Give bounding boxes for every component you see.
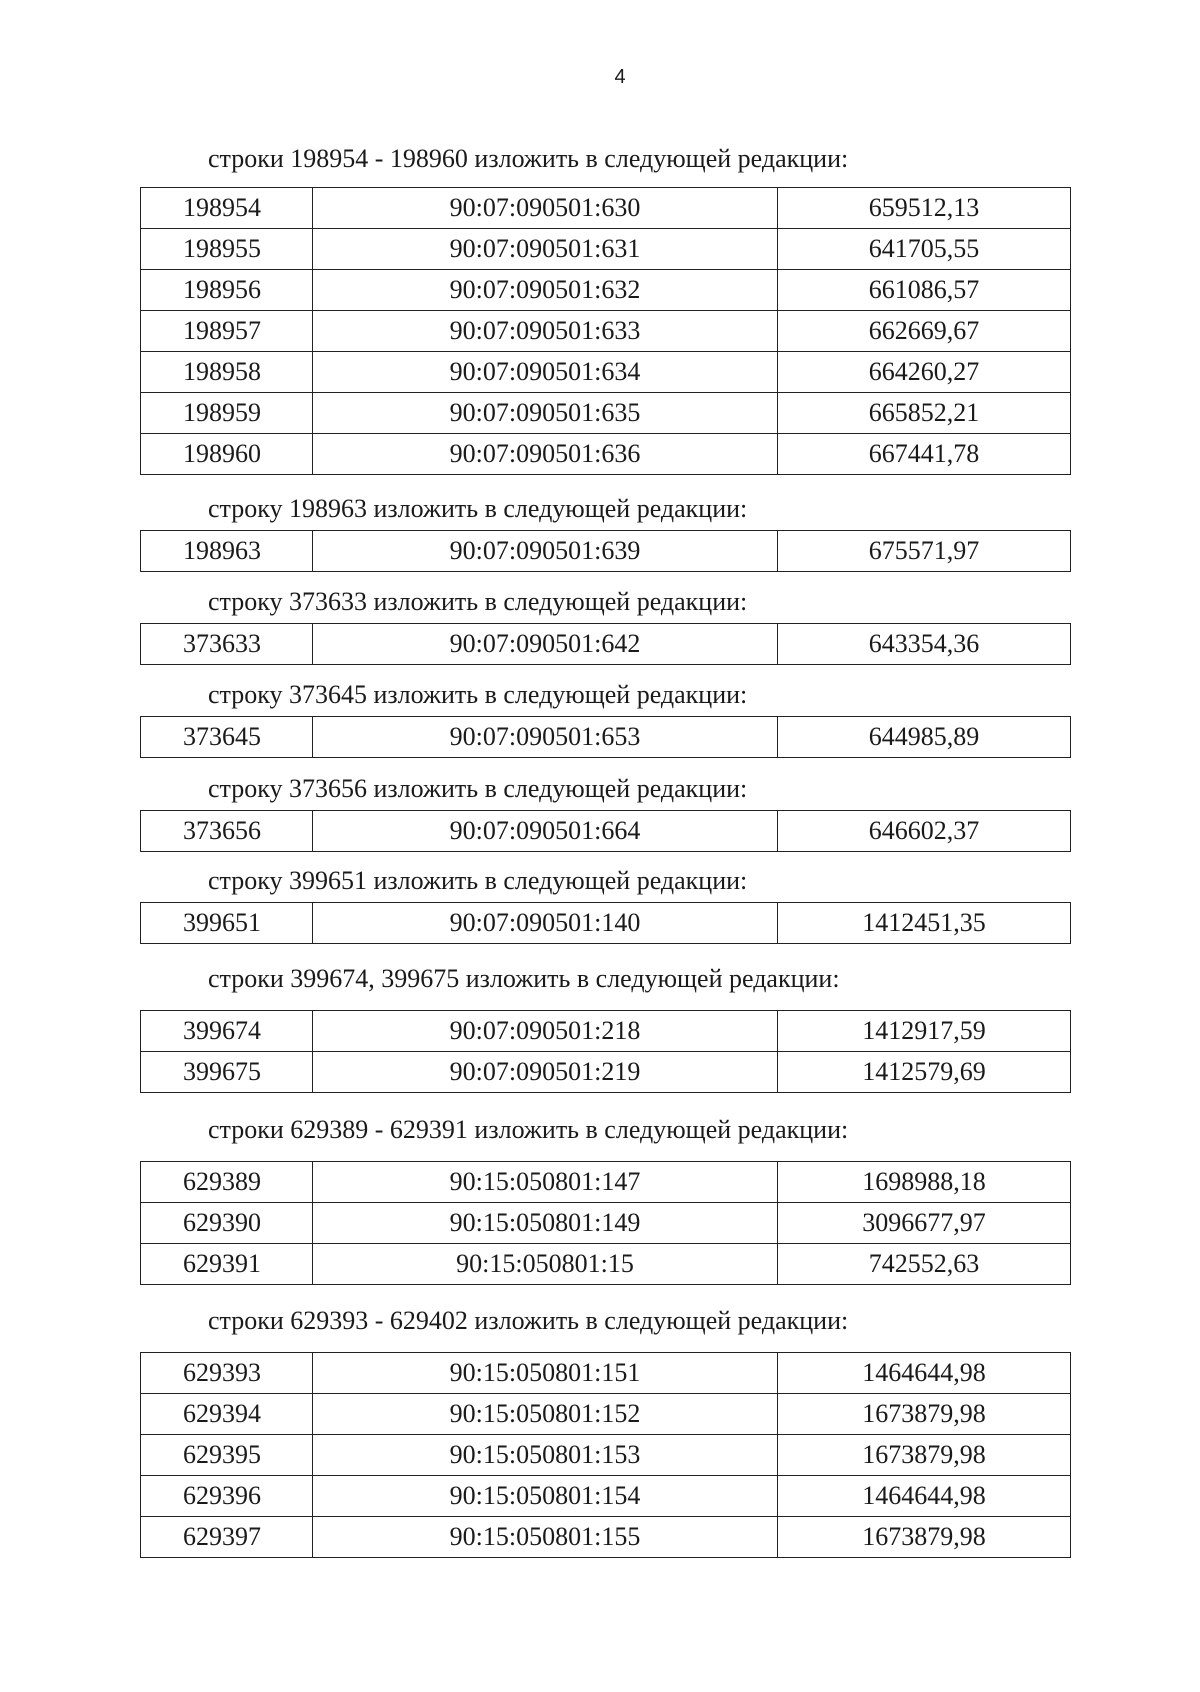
row-number-cell: 198954 [141,188,313,229]
value-cell: 3096677,97 [778,1203,1071,1244]
row-number-cell: 629389 [141,1162,313,1203]
value-cell: 664260,27 [778,352,1071,393]
data-table [140,1352,1071,1558]
table-row [141,1394,1071,1435]
cadastral-number-cell: 90:07:090501:219 [313,1052,778,1093]
value-cell: 643354,36 [778,624,1071,665]
table-row [141,811,1071,852]
cadastral-number-cell: 90:07:090501:634 [313,352,778,393]
section-heading: строку 373656 изложить в следующей редакции: [208,774,748,803]
table-row [141,1244,1071,1285]
cadastral-number-cell: 90:07:090501:653 [313,717,778,758]
table-row [141,624,1071,665]
table-row [141,903,1071,944]
table-row [141,1517,1071,1558]
cadastral-number-cell: 90:07:090501:639 [313,531,778,572]
cadastral-number-cell: 90:07:090501:635 [313,393,778,434]
row-number-cell: 198956 [141,270,313,311]
cadastral-number-cell: 90:15:050801:152 [313,1394,778,1435]
row-number-cell: 629397 [141,1517,313,1558]
cadastral-number-cell: 90:07:090501:140 [313,903,778,944]
data-table [140,902,1071,944]
row-number-cell: 629393 [141,1353,313,1394]
row-number-cell: 399651 [141,903,313,944]
row-number-cell: 198955 [141,229,313,270]
value-cell: 1698988,18 [778,1162,1071,1203]
row-number-cell: 373645 [141,717,313,758]
table-row [141,1476,1071,1517]
value-cell: 1412917,59 [778,1011,1071,1052]
value-cell: 1412579,69 [778,1052,1071,1093]
cadastral-number-cell: 90:07:090501:630 [313,188,778,229]
table-row [141,1203,1071,1244]
section-heading: строку 399651 изложить в следующей редакции: [208,866,748,895]
table-row [141,188,1071,229]
section-heading: строки 629393 - 629402 изложить в следующей редакции: [208,1306,849,1335]
page-number: 4 [614,66,626,88]
table-row [141,434,1071,475]
cadastral-number-cell: 90:15:050801:147 [313,1162,778,1203]
cadastral-number-cell: 90:15:050801:153 [313,1435,778,1476]
table-row [141,1011,1071,1052]
table-row [141,717,1071,758]
value-cell: 641705,55 [778,229,1071,270]
cadastral-number-cell: 90:15:050801:15 [313,1244,778,1285]
row-number-cell: 198957 [141,311,313,352]
row-number-cell: 629394 [141,1394,313,1435]
section-heading: строки 198954 - 198960 изложить в следующей редакции: [208,144,849,173]
row-number-cell: 629391 [141,1244,313,1285]
table-row [141,352,1071,393]
cadastral-number-cell: 90:15:050801:155 [313,1517,778,1558]
table-row [141,1353,1071,1394]
cadastral-number-cell: 90:15:050801:151 [313,1353,778,1394]
value-cell: 1673879,98 [778,1435,1071,1476]
table-row [141,270,1071,311]
value-cell: 1673879,98 [778,1517,1071,1558]
row-number-cell: 629396 [141,1476,313,1517]
cadastral-number-cell: 90:07:090501:642 [313,624,778,665]
row-number-cell: 399674 [141,1011,313,1052]
section-heading: строку 373645 изложить в следующей редакции: [208,680,748,709]
table-row [141,531,1071,572]
value-cell: 1464644,98 [778,1353,1071,1394]
table-row [141,393,1071,434]
cadastral-number-cell: 90:15:050801:149 [313,1203,778,1244]
cadastral-number-cell: 90:07:090501:218 [313,1011,778,1052]
table-row [141,1052,1071,1093]
value-cell: 675571,97 [778,531,1071,572]
value-cell: 667441,78 [778,434,1071,475]
row-number-cell: 373633 [141,624,313,665]
row-number-cell: 198960 [141,434,313,475]
value-cell: 661086,57 [778,270,1071,311]
row-number-cell: 373656 [141,811,313,852]
section-heading: строки 399674, 399675 изложить в следующей редакции: [208,964,840,993]
row-number-cell: 198959 [141,393,313,434]
value-cell: 1412451,35 [778,903,1071,944]
cadastral-number-cell: 90:07:090501:633 [313,311,778,352]
table-row [141,229,1071,270]
value-cell: 644985,89 [778,717,1071,758]
cadastral-number-cell: 90:07:090501:632 [313,270,778,311]
data-table [140,623,1071,665]
data-table [140,716,1071,758]
cadastral-number-cell: 90:15:050801:154 [313,1476,778,1517]
row-number-cell: 629390 [141,1203,313,1244]
data-table [140,187,1071,475]
row-number-cell: 399675 [141,1052,313,1093]
table-row [141,311,1071,352]
row-number-cell: 629395 [141,1435,313,1476]
row-number-cell: 198963 [141,531,313,572]
row-number-cell: 198958 [141,352,313,393]
value-cell: 1673879,98 [778,1394,1071,1435]
value-cell: 742552,63 [778,1244,1071,1285]
data-table [140,810,1071,852]
section-heading: строку 198963 изложить в следующей редакции: [208,494,748,523]
data-table [140,1010,1071,1093]
data-table [140,1161,1071,1285]
table-row [141,1162,1071,1203]
value-cell: 665852,21 [778,393,1071,434]
value-cell: 646602,37 [778,811,1071,852]
section-heading: строку 373633 изложить в следующей редакции: [208,587,748,616]
value-cell: 1464644,98 [778,1476,1071,1517]
value-cell: 662669,67 [778,311,1071,352]
value-cell: 659512,13 [778,188,1071,229]
cadastral-number-cell: 90:07:090501:631 [313,229,778,270]
cadastral-number-cell: 90:07:090501:664 [313,811,778,852]
section-heading: строки 629389 - 629391 изложить в следующей редакции: [208,1115,849,1144]
data-table [140,530,1071,572]
cadastral-number-cell: 90:07:090501:636 [313,434,778,475]
table-row [141,1435,1071,1476]
